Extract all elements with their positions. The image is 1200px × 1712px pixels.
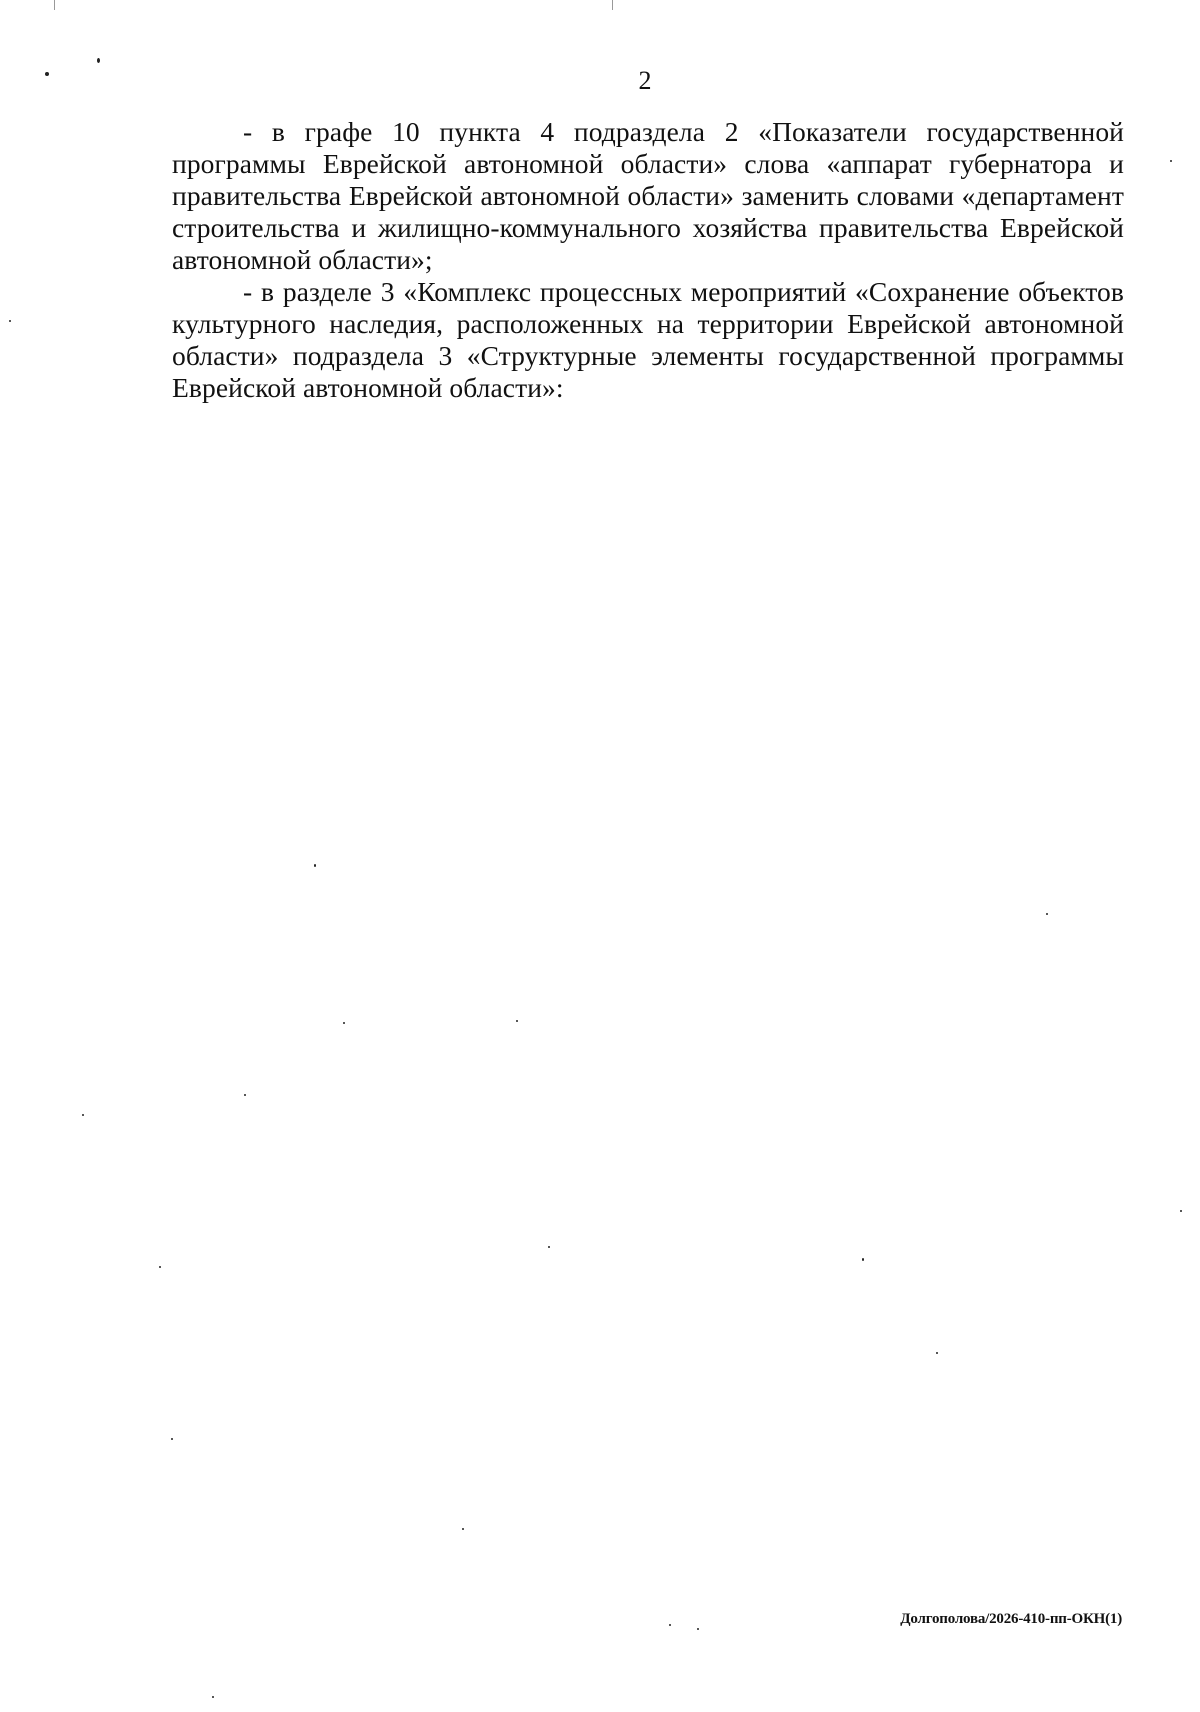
scan-speck [1046,913,1048,915]
scan-speck [45,72,49,76]
scan-speck [314,864,316,867]
scan-edge-mark [612,0,613,10]
scan-speck [697,1628,699,1630]
paragraph-amendment-1: - в графе 10 пункта 4 подраздела 2 «Показатели государственной программы Еврейской автономной области» слова «аппарат губернатора и правительства Еврейской автономной области» заменить словами «департамент строительства и жилищно-коммунального хозяйства правительства Еврейской автономной области»; [172,116,1124,275]
scan-speck [343,1022,345,1024]
scan-speck [462,1528,464,1530]
scan-speck [1170,160,1172,162]
scan-speck [1180,1210,1182,1212]
scan-speck [862,1258,864,1261]
page-number: 2 [638,66,652,95]
paragraph-amendment-2: - в разделе 3 «Комплекс процессных мероприятий «Сохранение объектов культурного наследия, расположенных на территории Еврейской автономной области» подраздела 3 «Структурные элементы государственной программы Еврейской автономной области»: [172,276,1124,403]
scan-speck [82,1114,84,1116]
scan-speck [9,320,11,322]
scan-speck [936,1352,938,1354]
scan-speck [212,1696,214,1698]
document-footer-reference: Долгополова/2026-410-пп-ОКН(1) [900,1611,1122,1627]
scan-speck [244,1094,246,1096]
document-body [172,116,1124,404]
scan-speck [97,58,100,63]
scan-speck [159,1266,161,1268]
scan-speck [516,1020,518,1022]
scan-speck [548,1246,550,1248]
scan-speck [669,1624,671,1626]
scan-speck [171,1438,173,1440]
scan-edge-mark [54,0,55,10]
